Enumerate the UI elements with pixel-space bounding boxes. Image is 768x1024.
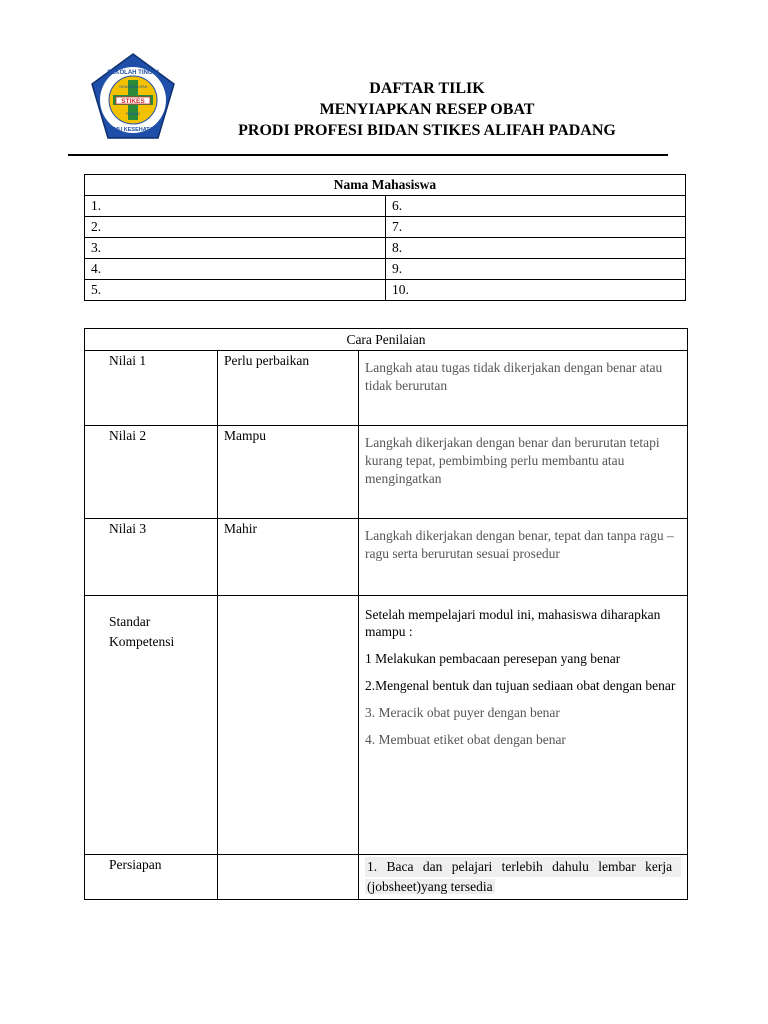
table-row [85, 855, 688, 900]
name-slot: 8. [386, 238, 686, 259]
grade-level: Nilai 2 [109, 428, 147, 443]
grade-label: Perlu perbaikan [224, 353, 310, 368]
competency-label: Standar Kompetensi [109, 614, 175, 649]
grade-level: Nilai 1 [109, 353, 147, 368]
svg-text:ILMU KESEHATAN: ILMU KESEHATAN [108, 127, 158, 133]
name-slot: 9. [386, 259, 686, 280]
competency-item: 1 Melakukan pembacaan peresepan yang benar [365, 651, 621, 666]
preparation-step: 1. Baca dan pelajari terlebih dahulu lembar kerja [365, 857, 681, 877]
name-slot: 6. [386, 196, 686, 217]
svg-text:SEKOLAH TINGGI: SEKOLAH TINGGI [107, 70, 159, 76]
grading-table [84, 328, 688, 900]
stikes-logo [88, 52, 178, 142]
preparation-step-cont: (jobsheet)yang tersedia [367, 879, 493, 894]
grade-description: Langkah dikerjakan dengan benar, tepat dan tanpa ragu – ragu serta berurutan sesuai prosedur [365, 528, 674, 561]
table-row [85, 175, 686, 196]
table-row [85, 259, 686, 280]
grade-level: Nilai 3 [109, 521, 147, 536]
name-slot: 3. [85, 238, 386, 259]
names-heading: Nama Mahasiswa [85, 175, 686, 196]
document-header [190, 78, 664, 141]
svg-text:STIKES: STIKES [121, 98, 145, 105]
name-slot: 7. [386, 217, 686, 238]
name-slot: 2. [85, 217, 386, 238]
competency-item: 4. Membuat etiket obat dengan benar [365, 732, 566, 747]
table-row [85, 238, 686, 259]
header-program: PRODI PROFESI BIDAN STIKES ALIFAH PADANG [238, 122, 616, 139]
name-slot: 5. [85, 280, 386, 301]
svg-text:PADANG: PADANG [125, 112, 141, 116]
grade-description: Langkah atau tugas tidak dikerjakan dengan benar atau tidak berurutan [365, 360, 663, 393]
competency-item: 2.Mengenal bentuk dan tujuan sediaan obat dengan benar [365, 678, 676, 693]
grading-title: Cara Penilaian [85, 329, 688, 351]
table-row [85, 280, 686, 301]
table-row [85, 329, 688, 351]
name-slot: 1. [85, 196, 386, 217]
table-row [85, 519, 688, 596]
header-divider [68, 154, 668, 156]
competency-item: 3. Meracik obat puyer dengan benar [365, 705, 560, 720]
grade-label: Mahir [224, 521, 257, 536]
table-row [85, 596, 688, 855]
svg-text:YAYASAN ALIFAH: YAYASAN ALIFAH [118, 85, 148, 89]
table-row [85, 217, 686, 238]
table-row [85, 351, 688, 426]
competency-intro: Setelah mempelajari modul ini, mahasiswa diharapkan mampu : [365, 607, 661, 639]
student-names-table [84, 174, 686, 301]
grade-description: Langkah dikerjakan dengan benar dan berurutan tetapi kurang tepat, pembimbing perlu membantu atau mengingatkan [365, 435, 660, 486]
preparation-label: Persiapan [109, 857, 162, 872]
name-slot: 10. [386, 280, 686, 301]
table-row [85, 196, 686, 217]
header-title: DAFTAR TILIK [369, 80, 485, 97]
name-slot: 4. [85, 259, 386, 280]
header-subtitle: MENYIAPKAN RESEP OBAT [319, 101, 535, 118]
table-row [85, 426, 688, 519]
grade-label: Mampu [224, 428, 266, 443]
